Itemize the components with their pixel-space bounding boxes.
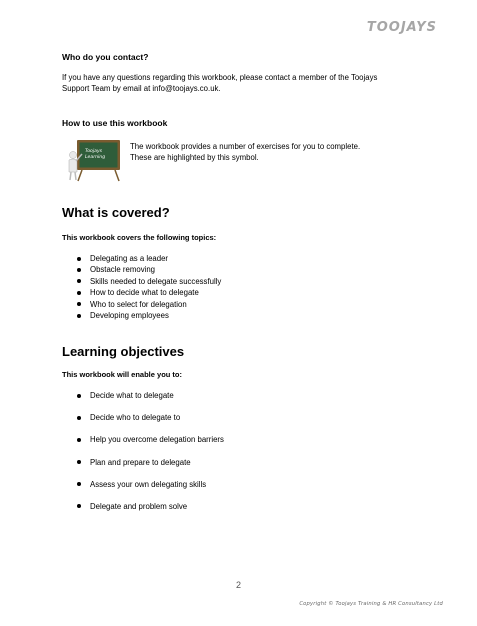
bullet-icon [77,416,81,420]
list-item-text: Decide what to delegate [90,391,174,400]
howto-paragraph [130,141,430,163]
objectives-intro: This workbook will enable you to: [62,370,183,379]
list-item-text: Obstacle removing [90,265,156,275]
contact-line-2: Support Team by email at info@toojays.co.uk. [62,84,221,93]
brand-logo: TOOJAYS [366,20,437,35]
objectives-heading: Learning objectives [62,344,185,359]
bullet-icon [77,438,81,442]
list-item-text: Delegate and problem solve [90,501,188,511]
exercise-symbol-label: Toojays Learning [85,149,106,160]
list-item [62,390,224,412]
list-item-text: Delegating as a leader [90,254,169,263]
bullet-icon [77,394,81,398]
list-item-text: Skills needed to delegate successfully [90,276,222,286]
list-item [62,253,221,264]
list-item-text: Plan and prepare to delegate [90,457,191,467]
bullet-icon [77,504,81,508]
page-number: 2 [235,580,241,590]
list-item [62,310,221,321]
bullet-icon [77,302,81,306]
list-item [62,479,224,501]
howto-heading: How to use this workbook [62,118,168,128]
list-item [62,457,224,479]
list-item [62,412,224,434]
bullet-icon [77,291,81,295]
contact-paragraph [62,72,422,94]
objectives-list [62,390,224,523]
list-item-text: Who to select for delegation [90,299,187,309]
exercise-symbol-icon [66,138,122,182]
bullet-icon [77,268,81,272]
bullet-icon [77,482,81,486]
covered-heading: What is covered? [62,205,170,220]
list-item [62,434,224,456]
list-item [62,501,224,523]
list-item [62,276,221,287]
list-item-text: Assess your own delegating skills [90,479,207,489]
list-item [62,299,221,310]
howto-line-2: These are highlighted by this symbol. [130,153,259,162]
list-item-text: How to decide what to delegate [90,288,199,298]
copyright-notice: Copyright © Toojays Training & HR Consultancy Ltd [299,601,443,607]
bullet-icon [77,314,81,318]
contact-line-1: If you have any questions regarding this workbook, please contact a member of the Toojays [62,73,378,82]
howto-line-1: The workbook provides a number of exercises for you to complete. [130,142,361,151]
bullet-icon [77,460,81,464]
bullet-icon [77,279,81,283]
list-item-text: Developing employees [90,310,169,320]
list-item-text: Decide who to delegate to [90,413,181,423]
bullet-icon [77,257,81,261]
list-item-text: Help you overcome delegation barriers [90,435,224,445]
covered-intro: This workbook covers the following topics: [62,233,217,242]
covered-topic-list [62,253,221,321]
list-item [62,287,221,298]
list-item [62,264,221,275]
contact-heading: Who do you contact? [62,52,149,62]
